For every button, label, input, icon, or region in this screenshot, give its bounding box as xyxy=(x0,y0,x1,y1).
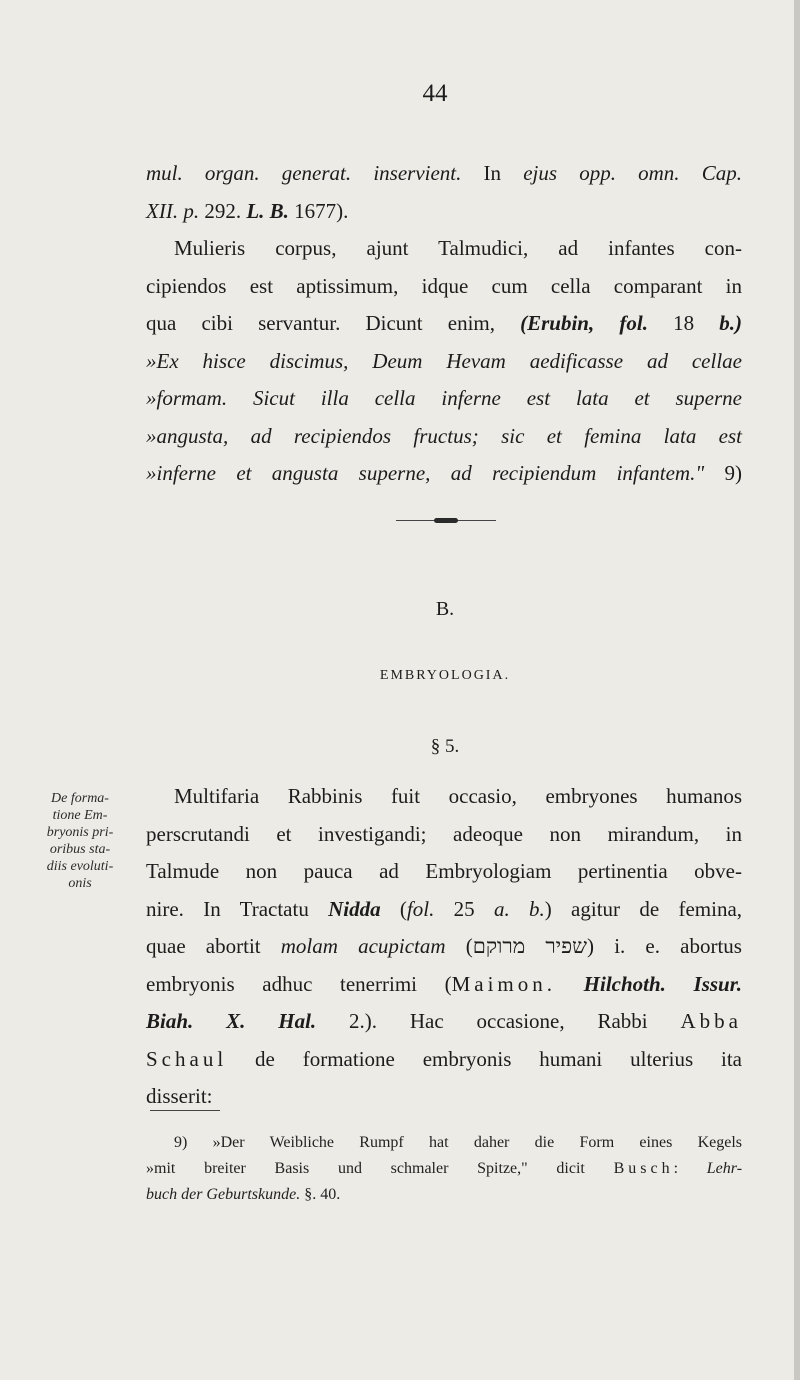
marginal-line: tione Em- xyxy=(52,808,108,823)
text-line: qua cibi servantur. Dicunt enim, (Erubin, fol. 18 b.) xyxy=(146,311,742,335)
section-letter: B. xyxy=(435,598,455,620)
section-title: EMBRYOLOGIA. xyxy=(379,668,511,683)
ornamental-divider xyxy=(396,520,496,522)
page-number: 44 xyxy=(422,80,448,107)
text-line: XII. p. 292. L. B. 1677). xyxy=(146,198,349,223)
page-edge xyxy=(794,0,800,1380)
continuation-paragraph xyxy=(146,155,742,493)
text-line: disserit: xyxy=(146,1084,213,1108)
paragraph-number: § 5. xyxy=(430,736,460,757)
marginal-note xyxy=(34,790,126,892)
text-line: cipiendos est aptissimum, idque cum cella comparant in xyxy=(146,273,742,298)
text-line: »Ex hisce discimus, Deum Hevam aedificasse ad cellae xyxy=(146,348,742,373)
footnote-line: »mit breiter Basis und schmaler Spitze," dicit Busch: Lehr- xyxy=(146,1160,743,1177)
marginal-line: oribus sta- xyxy=(49,842,111,857)
text-line: quae abortit molam acupictam (שפיר מרוקם) i. e. abortus xyxy=(146,934,742,958)
marginal-line: bryonis pri- xyxy=(46,825,114,840)
marginal-line: onis xyxy=(68,876,92,891)
marginal-line: diis evoluti- xyxy=(46,859,114,874)
text-line: nire. In Tractatu Nidda (fol. 25 a. b.) agitur de femina, xyxy=(146,896,743,921)
text-line: »inferne et angusta superne, ad recipiendum infantem." 9) xyxy=(146,461,742,485)
text-line: Multifaria Rabbinis fuit occasio, embryones humanos xyxy=(174,784,742,808)
text-line: Talmude non pauca ad Embryologiam pertinentia obve- xyxy=(146,859,742,883)
footnote-line: 9) »Der Weibliche Rumpf hat daher die Form eines Kegels xyxy=(174,1134,742,1151)
main-paragraph xyxy=(146,778,742,1116)
text-line: »formam. Sicut illa cella inferne est lata et superne xyxy=(146,386,742,410)
footnote xyxy=(146,1130,742,1208)
marginal-line: De forma- xyxy=(51,791,109,806)
footnote-line: buch der Geburtskunde. §. 40. xyxy=(146,1186,341,1203)
text-line: embryonis adhuc tenerrimi (Maimon. Hilchoth. Issur. xyxy=(146,971,742,996)
text-line: Mulieris corpus, ajunt Talmudici, ad infantes con- xyxy=(174,236,742,260)
footnote-rule xyxy=(150,1110,220,1111)
text-line: perscrutandi et investigandi; adeoque non mirandum, in xyxy=(146,821,742,846)
text-line: Biah. X. Hal. 2.). Hac occasione, Rabbi Abba xyxy=(146,1009,742,1033)
text-line: »angusta, ad recipiendos fructus; sic et femina lata est xyxy=(146,423,742,448)
text-line: Schaul de formatione embryonis humani ulterius ita xyxy=(146,1046,742,1071)
text-line: mul. organ. generat. inservient. In ejus opp. omn. Cap. xyxy=(146,161,742,185)
